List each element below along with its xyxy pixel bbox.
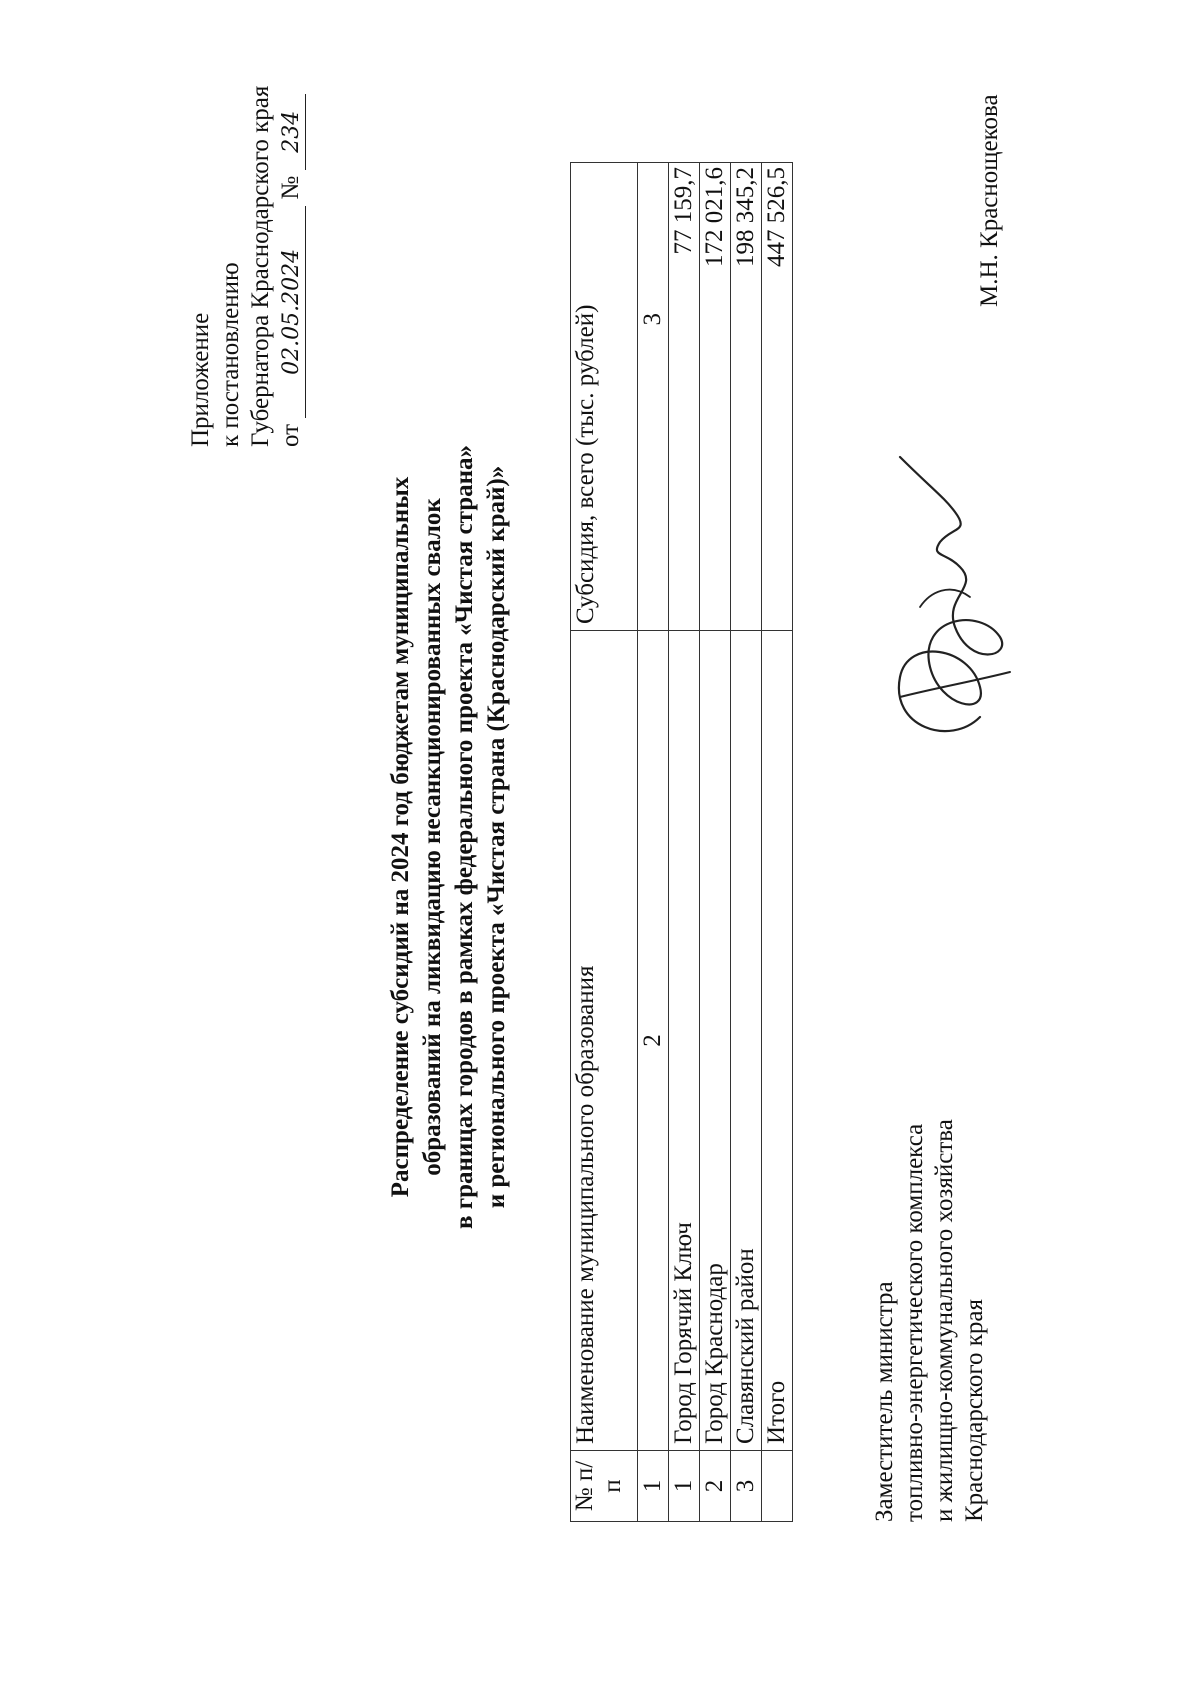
appendix-title: Приложение [187, 312, 214, 447]
document-title [385, 137, 513, 1537]
total-value: 447 526,5 [762, 163, 793, 631]
table-total-row [762, 163, 793, 1522]
total-label: Итого [762, 631, 793, 1451]
row-value: 172 021,6 [700, 163, 731, 631]
table-row [669, 163, 700, 1522]
row-num: 1 [669, 1451, 700, 1522]
row-name: Город Краснодар [700, 631, 731, 1451]
handwritten-signature [860, 437, 1030, 757]
handwritten-date: 02.05.2024 [279, 206, 306, 418]
index-cell: 1 [638, 1451, 669, 1522]
row-value: 77 159,7 [669, 163, 700, 631]
row-name: Город Горячий Ключ [669, 631, 700, 1451]
title-line: образований на ликвидацию несанкционированных свалок [419, 498, 446, 1176]
handwritten-number: 234 [279, 94, 306, 170]
number-label: № [277, 175, 304, 200]
index-cell: 2 [638, 631, 669, 1451]
row-name: Славянский район [731, 631, 762, 1451]
signer-name: М.Н. Краснощекова [976, 94, 1003, 307]
header-subsidy: Субсидия, всего (тыс. рублей) [571, 163, 638, 631]
table-row [700, 163, 731, 1522]
index-cell: 3 [638, 163, 669, 631]
signer-position [870, 902, 990, 1522]
title-line: и регионального проекта «Чистая страна (Краснодарский край)» [483, 465, 510, 1209]
title-line: Распределение субсидий на 2024 год бюджетам муниципальных [387, 476, 414, 1198]
row-value: 198 345,2 [731, 163, 762, 631]
total-num [762, 1451, 793, 1522]
header-num: № п/п [571, 1451, 638, 1522]
table-row [731, 163, 762, 1522]
appendix-date-line [276, 47, 306, 447]
appendix-block [186, 47, 306, 447]
signer-line: топливно-энергетического комплекса [901, 1123, 928, 1522]
signer-line: и жилищно-коммунального хозяйства [931, 1119, 958, 1522]
appendix-line: Губернатора Краснодарского края [247, 85, 274, 447]
table-index-row [638, 163, 669, 1522]
signer-line: Заместитель министра [871, 1281, 898, 1522]
title-line: в границах городов в рамках федерального проекта «Чистая страна» [451, 444, 478, 1230]
header-name: Наименование муниципального образования [571, 631, 638, 1451]
signer-line: Краснодарского края [961, 1299, 988, 1522]
row-num: 2 [700, 1451, 731, 1522]
subsidy-table [570, 162, 793, 1522]
table-header-row [571, 163, 638, 1522]
from-label: от [277, 423, 304, 447]
appendix-line: к постановлению [217, 262, 244, 447]
row-num: 3 [731, 1451, 762, 1522]
